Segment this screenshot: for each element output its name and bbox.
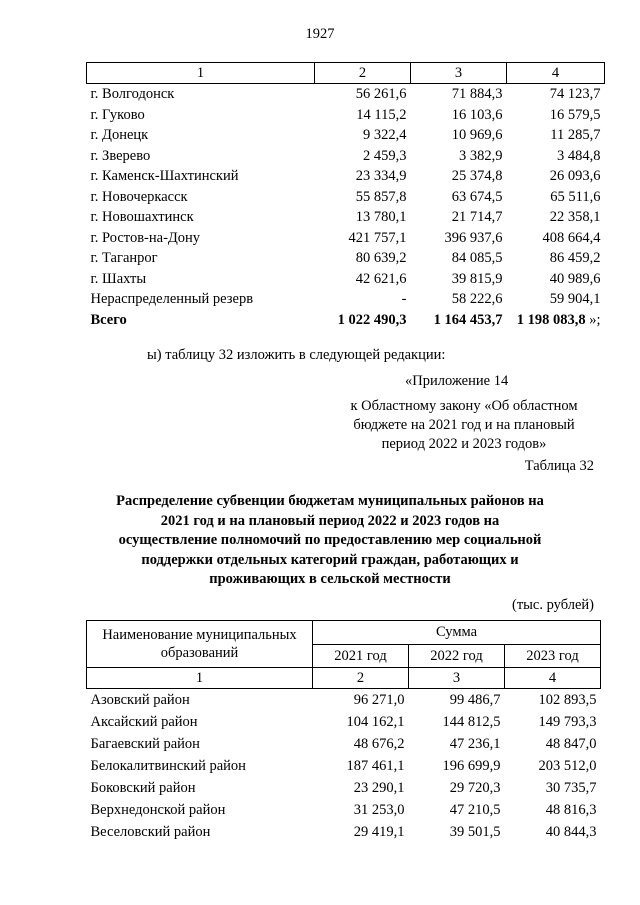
table-row xyxy=(87,125,605,146)
value-2022: 99 486,7 xyxy=(449,692,501,708)
value-2023: 40 844,3 xyxy=(545,824,597,840)
table-row xyxy=(87,166,605,187)
table-municipal-districts-continued xyxy=(86,62,605,330)
table-subventions xyxy=(86,620,601,843)
total-2023-cell xyxy=(507,310,605,331)
value-2022: 47 236,1 xyxy=(449,736,501,752)
page-number: 1927 xyxy=(305,26,335,42)
value-2021: 104 162,1 xyxy=(346,714,405,730)
table-total-row xyxy=(87,310,605,331)
value-2022: 16 103,6 xyxy=(451,106,503,123)
table-row xyxy=(87,711,601,733)
col-number-4: 4 xyxy=(505,668,601,689)
value-2022: 396 937,6 xyxy=(444,229,503,246)
municipality-name: Азовский район xyxy=(90,692,190,708)
value-2023: 203 512,0 xyxy=(538,758,597,774)
header-year-2023: 2023 год xyxy=(505,645,601,668)
value-2023: 408 664,4 xyxy=(542,229,601,246)
value-2022: 29 720,3 xyxy=(449,780,501,796)
table-row xyxy=(87,207,605,228)
value-2023: 86 459,2 xyxy=(549,250,601,266)
municipality-name: Верхнедонской район xyxy=(90,802,226,818)
municipality-name: г. Новочеркасск xyxy=(90,188,188,205)
value-2022: 3 382,9 xyxy=(459,147,503,164)
municipality-name: Веселовский район xyxy=(90,824,211,840)
table-row xyxy=(87,84,605,105)
value-2023: 16 579,5 xyxy=(549,106,601,123)
table-row xyxy=(87,228,605,249)
value-2022: 47 210,5 xyxy=(449,802,501,818)
value-2023: 102 893,5 xyxy=(538,692,597,708)
col-header-4: 4 xyxy=(507,63,605,84)
value-2023: 59 904,1 xyxy=(549,291,601,307)
value-2022: 21 714,7 xyxy=(451,209,503,225)
value-2023: 3 484,8 xyxy=(557,147,601,164)
value-2023: 22 358,1 xyxy=(549,209,601,225)
value-2022: 25 374,8 xyxy=(451,168,503,184)
table-row xyxy=(87,689,601,712)
value-2023: 48 847,0 xyxy=(545,736,597,752)
value-2021: 9 322,4 xyxy=(363,127,407,143)
municipality-name: Аксайский район xyxy=(90,714,198,730)
value-2023: 11 285,7 xyxy=(550,127,601,143)
units-label: (тыс. рублей) xyxy=(512,597,594,613)
municipality-name: Багаевский район xyxy=(90,736,200,752)
value-2022: 84 085,5 xyxy=(451,250,503,266)
table-row xyxy=(87,248,605,269)
value-2021: 80 639,2 xyxy=(355,250,407,266)
municipality-name: г. Волгодонск xyxy=(90,86,175,102)
value-2021: 56 261,6 xyxy=(355,86,407,102)
table-row xyxy=(87,105,605,126)
value-2023: 26 093,6 xyxy=(549,168,601,184)
municipality-name: г. Новошахтинск xyxy=(90,209,194,225)
annex-reference: к Областному закону «Об областном бюджете на 2021 год и на плановый период 2022 и 2023 годов» xyxy=(350,398,578,452)
municipality-name: г. Таганрог xyxy=(90,250,158,266)
annex-heading: «Приложение 14 xyxy=(405,373,509,389)
table-row xyxy=(87,269,605,290)
col-header-1: 1 xyxy=(87,63,315,84)
municipality-name: г. Каменск-Шахтинский xyxy=(90,168,239,184)
amendment-paragraph: ы) таблицу 32 изложить в следующей редакции: xyxy=(147,347,446,363)
table-body xyxy=(87,84,605,310)
table-row xyxy=(87,187,605,208)
value-2021: 48 676,2 xyxy=(353,736,405,752)
value-2022: 58 222,6 xyxy=(451,291,503,307)
value-2021: 13 780,1 xyxy=(355,209,407,225)
table-header-row-numbers xyxy=(87,668,601,689)
value-2021: 29 419,1 xyxy=(353,824,405,840)
value-2022: 71 884,3 xyxy=(451,86,503,102)
table-row xyxy=(87,733,601,755)
header-sum: Сумма xyxy=(313,621,601,645)
municipality-name: г. Донецк xyxy=(90,127,149,143)
table-row xyxy=(87,821,601,843)
value-2022: 10 969,6 xyxy=(451,127,503,143)
value-2021: 23 290,1 xyxy=(353,780,405,796)
header-year-2021: 2021 год xyxy=(313,645,409,668)
value-2022: 196 699,9 xyxy=(442,758,501,774)
value-2023: 74 123,7 xyxy=(549,86,601,102)
value-2021: 42 621,6 xyxy=(355,270,407,287)
municipality-name: г. Шахты xyxy=(90,270,147,287)
value-2023: 40 989,6 xyxy=(549,270,601,287)
total-2022: 1 164 453,7 xyxy=(433,311,503,328)
total-2021: 1 022 490,3 xyxy=(337,311,407,328)
table-header-row-1 xyxy=(87,621,601,645)
value-2021: 187 461,1 xyxy=(346,758,405,774)
municipality-name: Нераспределенный резерв xyxy=(90,291,254,307)
value-2021: 421 757,1 xyxy=(348,229,407,246)
value-2022: 144 812,5 xyxy=(442,714,501,730)
header-municipality: Наименование муниципальных образований xyxy=(87,621,313,668)
table-row xyxy=(87,799,601,821)
total-label: Всего xyxy=(90,311,127,328)
closing-quote: »; xyxy=(585,311,601,328)
col-number-3: 3 xyxy=(409,668,505,689)
municipality-name: г. Зверево xyxy=(90,147,151,164)
value-2021: 23 334,9 xyxy=(355,168,407,184)
municipality-name: Белокалитвинский район xyxy=(90,758,246,774)
value-2023: 30 735,7 xyxy=(545,780,597,796)
total-2023: 1 198 083,8 xyxy=(516,311,586,328)
header-year-2022: 2022 год xyxy=(409,645,505,668)
table-body xyxy=(87,689,601,844)
value-2021: 55 857,8 xyxy=(355,188,407,205)
value-2022: 63 674,5 xyxy=(451,188,503,205)
col-number-1: 1 xyxy=(87,668,313,689)
value-2021: 2 459,3 xyxy=(363,147,407,164)
municipality-name: Боковский район xyxy=(90,780,196,796)
table-header-row xyxy=(87,63,605,84)
value-2022: 39 815,9 xyxy=(451,270,503,287)
municipality-name: г. Гуково xyxy=(90,106,145,123)
table-row xyxy=(87,289,605,310)
value-2021: 96 271,0 xyxy=(353,692,405,708)
value-2023: 48 816,3 xyxy=(545,802,597,818)
table-row xyxy=(87,777,601,799)
table-number: Таблица 32 xyxy=(524,458,594,474)
value-2022: 39 501,5 xyxy=(449,824,501,840)
col-header-2: 2 xyxy=(315,63,411,84)
table-title: Распределение субвенции бюджетам муниципальных районов на 2021 год и на плановый период 2022 и 2023 годов на осуществление полномочий по предоставлению мер социальной поддержки отдельных категорий граждан, работающих и проживающих в сельской местности xyxy=(116,493,544,587)
municipality-name: г. Ростов-на-Дону xyxy=(90,229,201,246)
col-header-3: 3 xyxy=(411,63,507,84)
table-row xyxy=(87,755,601,777)
value-2023: 149 793,3 xyxy=(538,714,597,730)
value-2021: 14 115,2 xyxy=(356,106,407,123)
value-2023: 65 511,6 xyxy=(550,188,601,205)
value-2021: 31 253,0 xyxy=(353,802,405,818)
table-row xyxy=(87,146,605,167)
value-2021: - xyxy=(401,291,407,307)
col-number-2: 2 xyxy=(313,668,409,689)
